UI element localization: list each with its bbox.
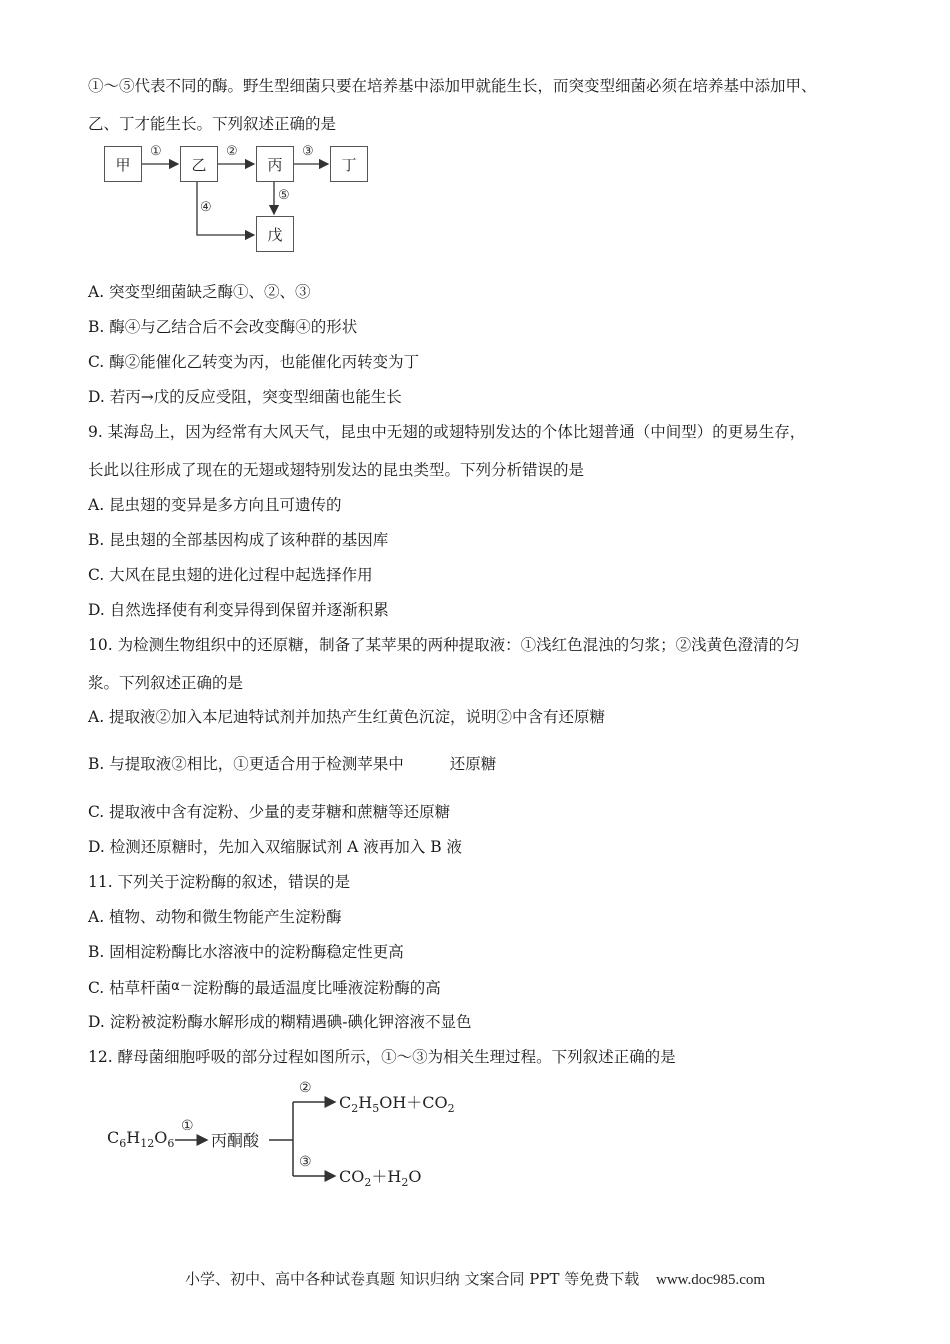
glucose-formula: $C_6H_{12}O_6$: [107, 1128, 175, 1151]
q10-option-a: A. 提取液②加入本尼迪特试剂并加热产生红黄色沉淀，说明②中含有还原糖: [88, 708, 606, 726]
q10-stem-line2: 浆。下列叙述正确的是: [88, 674, 244, 692]
q8-stem-line1: ①～⑤代表不同的酶。野生型细菌只要在培养基中添加甲就能生长，而突变型细菌必须在培养基中添加甲、: [88, 77, 817, 95]
node-ding: 丁: [330, 146, 368, 182]
page-footer: [0, 1268, 950, 1289]
q11-stem: 11. 下列关于淀粉酶的叙述，错误的是: [88, 873, 351, 891]
q9-option-c: C. 大风在昆虫翅的进化过程中起选择作用: [88, 566, 373, 584]
respiration-diagram: [105, 1078, 465, 1193]
q9-stem-line1: 9. 某海岛上，因为经常有大风天气，昆虫中无翅的或翅特别发达的个体比翅普通（中间型）的更易生存，: [88, 423, 806, 441]
q11-option-c-tail: 淀粉酶的最适温度比唾液淀粉酶的高: [192, 979, 441, 997]
q10-option-b-tail: 还原糖: [449, 755, 497, 773]
q11-option-b: B. 固相淀粉酶比水溶液中的淀粉酶稳定性更高: [88, 943, 404, 961]
node-wu: 戊: [256, 216, 294, 252]
q8-option-b: B. 酶④与乙结合后不会改变酶④的形状: [88, 318, 358, 336]
q9-option-a: A. 昆虫翅的变异是多方向且可遗传的: [88, 496, 342, 514]
q11-option-c-text: C. 枯草杆菌: [88, 979, 172, 997]
enzyme-label-5: ⑤: [278, 188, 290, 203]
q9-option-b: B. 昆虫翅的全部基因构成了该种群的基因库: [88, 531, 389, 549]
footer-url[interactable]: www.doc985.com: [656, 1272, 766, 1288]
enzyme-label-4: ④: [200, 200, 212, 215]
alpha-symbol: α－: [171, 979, 193, 994]
enzyme-label-1: ①: [150, 144, 162, 159]
q9-option-d: D. 自然选择使有利变异得到保留并逐渐积累: [88, 601, 389, 619]
q8-option-a: A. 突变型细菌缺乏酶①、②、③: [88, 283, 311, 301]
q10-option-d: D. 检测还原糖时，先加入双缩脲试剂 A 液再加入 B 液: [88, 838, 463, 856]
enzyme-label-3: ③: [302, 144, 314, 159]
node-yi: 乙: [180, 146, 218, 182]
ethanol-product: $C_2H_5OH+CO_2$: [339, 1093, 455, 1116]
enzyme-label-2: ②: [226, 144, 238, 159]
step-2-label: ②: [299, 1080, 312, 1096]
step-1-label: ①: [181, 1118, 194, 1134]
pyruvate-label: 丙酮酸: [211, 1131, 260, 1150]
q9-stem-line2: 长此以往形成了现在的无翅或翅特别发达的昆虫类型。下列分析错误的是: [88, 461, 585, 479]
q8-option-c: C. 酶②能催化乙转变为丙，也能催化丙转变为丁: [88, 353, 420, 371]
q10-option-c: C. 提取液中含有淀粉、少量的麦芽糖和蔗糖等还原糖: [88, 803, 451, 821]
q11-option-d: D. 淀粉被淀粉酶水解形成的糊精遇碘-碘化钾溶液不显色: [88, 1013, 472, 1031]
q11-option-c: [88, 976, 441, 999]
node-jia: 甲: [104, 146, 142, 182]
q10-option-b-text: B. 与提取液②相比，①更适合用于检测苹果中: [88, 755, 404, 773]
enzyme-pathway-diagram: [100, 140, 400, 255]
aerobic-product: $CO_2+H_2O$: [339, 1167, 422, 1190]
footer-text: 小学、初中、高中各种试卷真题 知识归纳 文案合同 PPT 等免费下载: [184, 1270, 640, 1288]
q8-option-d: D. 若丙→戊的反应受阻，突变型细菌也能生长: [88, 388, 402, 406]
node-bing: 丙: [256, 146, 294, 182]
step-3-label: ③: [299, 1154, 312, 1170]
q8-stem-line2: 乙、丁才能生长。下列叙述正确的是: [88, 115, 337, 133]
q12-stem: 12. 酵母菌细胞呼吸的部分过程如图所示，①～③为相关生理过程。下列叙述正确的是: [88, 1048, 676, 1066]
q10-stem-line1: 10. 为检测生物组织中的还原糖，制备了某苹果的两种提取液：①浅红色混浊的匀浆；②浅黄色澄清的匀: [88, 636, 800, 654]
q10-option-b: [88, 753, 496, 775]
q11-option-a: A. 植物、动物和微生物能产生淀粉酶: [88, 908, 342, 926]
